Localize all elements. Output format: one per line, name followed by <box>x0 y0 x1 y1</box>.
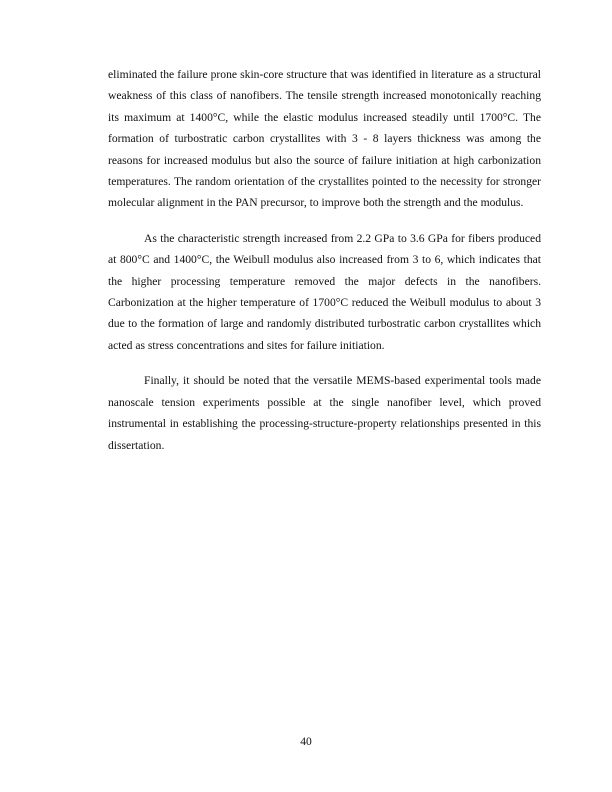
paragraph-continuation: eliminated the failure prone skin-core structure that was identified in literature as a structural weakness of this class of nanofibers. The tensile strength increased monotonically reaching its maximum at 1400°C, while the elastic modulus increased steadily until 1700°C. The formation of turbostratic carbon crystallites with 3 - 8 layers thickness was among the reasons for increased modulus but also the source of failure initiation at high carbonization temperatures. The random orientation of the crystallites pointed to the necessity for stronger molecular alignment in the PAN precursor, to improve both the strength and the modulus. <box>108 68 541 210</box>
paragraph-conclusion: Finally, it should be noted that the versatile MEMS-based experimental tools made nanoscale tension experiments possible at the single nanofiber level, which proved instrumental in establishing the processing-structure-property relationships presented in this dissertation. <box>108 374 541 452</box>
paragraph-weibull-results: As the characteristic strength increased from 2.2 GPa to 3.6 GPa for fibers produced at 800°C and 1400°C, the Weibull modulus also increased from 3 to 6, which indicates that the higher processing temperature removed the major defects in the nanofibers. Carbonization at the higher temperature of 1700°C reduced the Weibull modulus to about 3 due to the formation of large and randomly distributed turbostratic carbon crystallites which acted as stress concentrations and sites for failure initiation. <box>108 231 541 352</box>
body-text <box>108 64 541 456</box>
page-number: 40 <box>300 735 312 748</box>
